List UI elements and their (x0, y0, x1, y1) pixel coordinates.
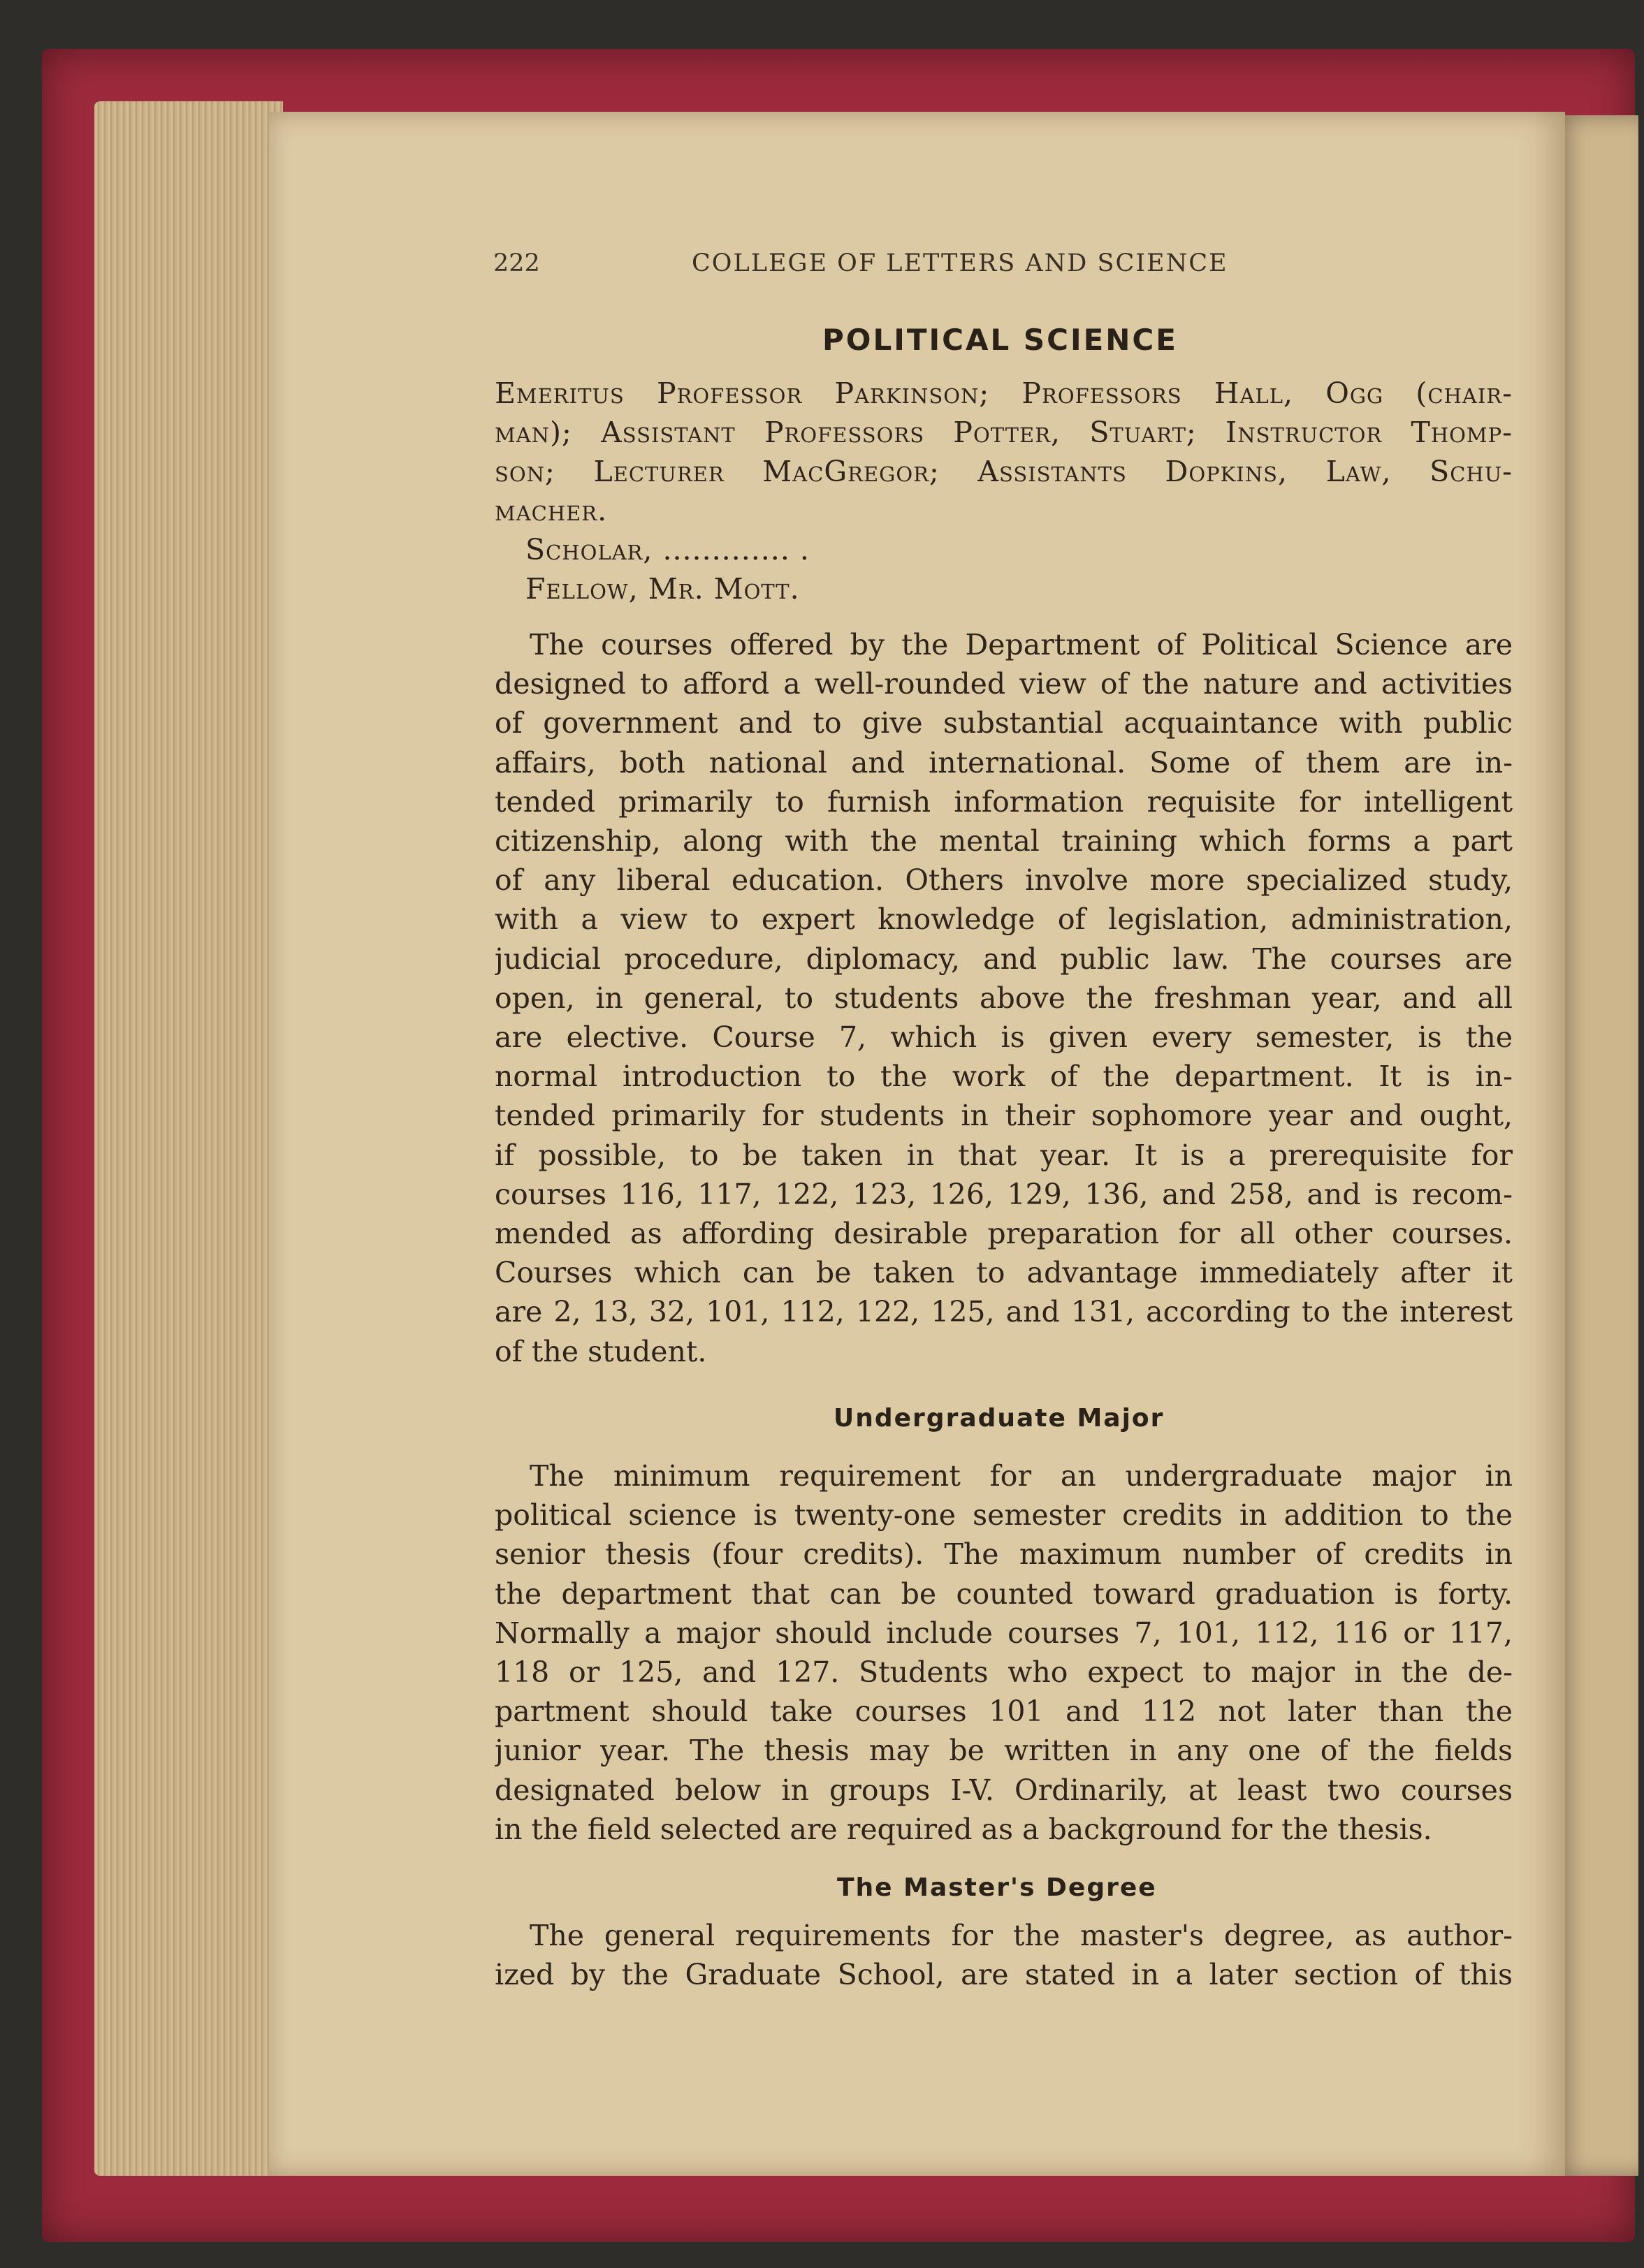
text-line: normal introduction to the work of the department. It is in- (495, 1060, 1513, 1094)
faculty-line: son; Lecturer MacGregor; Assistants Dopkins, Law, Schu- (495, 455, 1513, 488)
page-edges (94, 101, 283, 2176)
text-line: 118 or 125, and 127. Students who expect to major in the de- (495, 1655, 1513, 1689)
faculty-line: man); Assistant Professors Potter, Stuart; Instructor Thomp- (495, 416, 1513, 449)
text-line: senior thesis (four credits). The maximum number of credits in (495, 1537, 1513, 1572)
text-line: junior year. The thesis may be written in any one of the fields (495, 1734, 1513, 1768)
text-line: Normally a major should include courses 7, 101, 112, 116 or 117, (495, 1616, 1513, 1650)
text-line: Courses which can be taken to advantage immediately after it (495, 1256, 1513, 1290)
text-line: affairs, both national and international. Some of them are in- (495, 745, 1513, 780)
text-line: The general requirements for the master's degree, as author- (530, 1919, 1513, 1952)
text-line: are elective. Course 7, which is given every semester, is the (495, 1020, 1513, 1054)
text-line: partment should take courses 101 and 112 not later than the (495, 1695, 1513, 1729)
text-line: tended primarily for students in their sophomore year and ought, (495, 1099, 1513, 1133)
running-title: COLLEGE OF LETTERS AND SCIENCE (692, 249, 1228, 277)
text-line: designated below in groups I-V. Ordinarily, at least two courses (495, 1773, 1513, 1807)
text-line: The minimum requirement for an undergraduate major in (530, 1459, 1513, 1493)
text-line: open, in general, to students above the freshman year, and all (495, 981, 1513, 1015)
scholar-line: Scholar, ............. . (525, 533, 810, 566)
facing-page-edge (1555, 115, 1638, 2176)
page-number: 222 (493, 249, 540, 277)
fellow-line: Fellow, Mr. Mott. (525, 572, 800, 606)
faculty-line: macher. (495, 494, 608, 527)
section-title: POLITICAL SCIENCE (822, 323, 1178, 357)
text-line: tended primarily to furnish information requisite for intelligent (495, 784, 1513, 819)
text-line: designed to afford a well-rounded view of the nature and activities (495, 667, 1513, 701)
text-line: ized by the Graduate School, are stated in a later section of this (495, 1958, 1513, 1992)
text-line: if possible, to be taken in that year. It is a prerequisite for (495, 1138, 1513, 1172)
faculty-line: Emeritus Professor Parkinson; Professors Hall, Ogg (chair- (495, 376, 1513, 410)
text-line: The courses offered by the Department of Political Science are (530, 628, 1513, 661)
text-line: courses 116, 117, 122, 123, 126, 129, 136, and 258, and is recom- (495, 1177, 1513, 1211)
undergraduate-major-heading: Undergraduate Major (834, 1404, 1165, 1433)
masters-degree-heading: The Master's Degree (837, 1873, 1157, 1902)
text-line: mended as affording desirable preparation for all other courses. (495, 1217, 1513, 1250)
text-line: political science is twenty-one semester credits in addition to the (495, 1498, 1513, 1532)
text-line: with a view to expert knowledge of legislation, administration, (495, 902, 1513, 937)
text-line: of any liberal education. Others involve more specialized study, (495, 863, 1513, 898)
text-line: in the field selected are required as a background for the thesis. (495, 1812, 1432, 1846)
text-line: are 2, 13, 32, 101, 112, 122, 125, and 131, according to the interest (495, 1295, 1513, 1329)
text-line: of government and to give substantial acquaintance with public (495, 706, 1513, 740)
text-line: the department that can be counted toward graduation is forty. (495, 1576, 1513, 1611)
text-line: of the student. (495, 1334, 707, 1368)
text-line: judicial procedure, diplomacy, and public law. The courses are (495, 942, 1513, 976)
text-line: citizenship, along with the mental training which forms a part (495, 824, 1513, 858)
